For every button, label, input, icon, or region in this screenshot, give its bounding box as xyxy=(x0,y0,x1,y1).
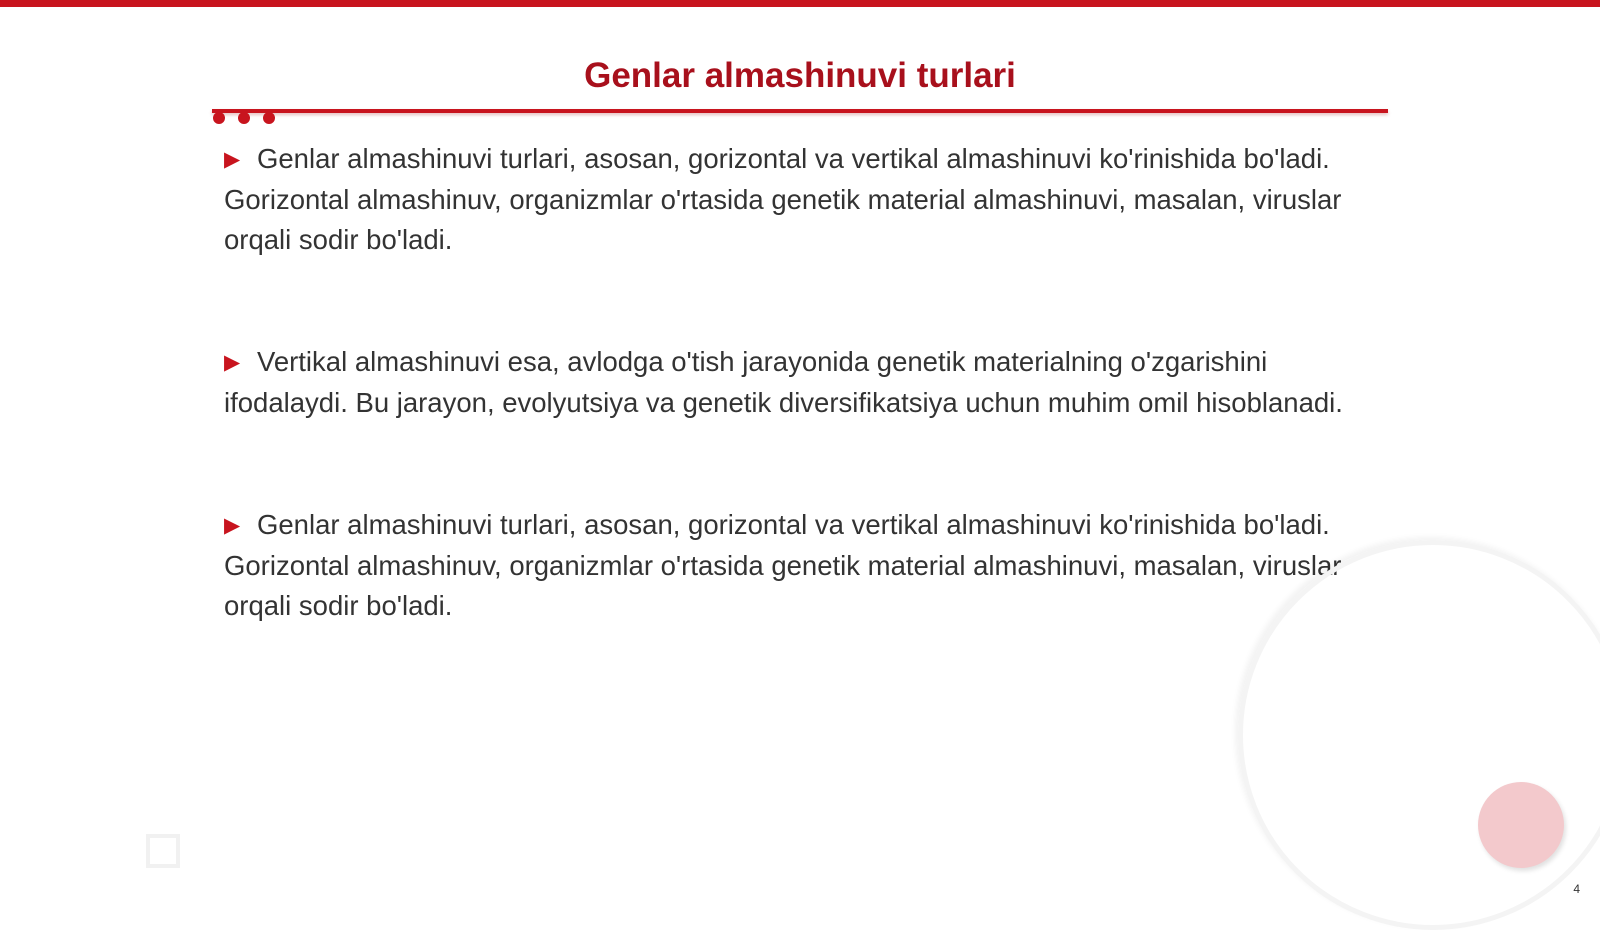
decor-circle-outline xyxy=(1238,540,1600,930)
decor-dot xyxy=(213,112,225,124)
bullet-arrow-icon: ▶ xyxy=(224,514,241,537)
bullet-item xyxy=(224,505,1374,626)
page-number: 4 xyxy=(1573,882,1580,896)
bullet-text: Genlar almashinuvi turlari, asosan, gorizontal va vertikal almashinuvi ko'rinishida bo'ladi. Gorizontal almashinuv, organizmlar o'rtasida genetik material almashinuvi, masalan, viruslar orqali sodir bo'ladi. xyxy=(224,509,1342,621)
decor-dot xyxy=(263,112,275,124)
bullet-list xyxy=(224,139,1374,708)
decor-pink-circle xyxy=(1478,782,1564,868)
decor-dot xyxy=(238,112,250,124)
decor-square-outline xyxy=(146,834,180,868)
bullet-text: Vertikal almashinuvi esa, avlodga o'tish jarayonida genetik materialning o'zgarishini ifodalaydi. Bu jarayon, evolyutsiya va genetik diversifikatsiya uchun muhim omil hisoblanadi. xyxy=(224,346,1343,418)
bullet-item xyxy=(224,342,1374,423)
bullet-arrow-icon: ▶ xyxy=(224,351,241,374)
title-underline xyxy=(212,109,1388,113)
top-accent-bar xyxy=(0,0,1600,7)
slide-title: Genlar almashinuvi turlari xyxy=(584,56,1016,95)
bullet-item xyxy=(224,139,1374,260)
bullet-arrow-icon: ▶ xyxy=(224,148,241,171)
bullet-text: Genlar almashinuvi turlari, asosan, gorizontal va vertikal almashinuvi ko'rinishida bo'ladi. Gorizontal almashinuv, organizmlar o'rtasida genetik material almashinuvi, masalan, viruslar orqali sodir bo'ladi. xyxy=(224,143,1342,255)
